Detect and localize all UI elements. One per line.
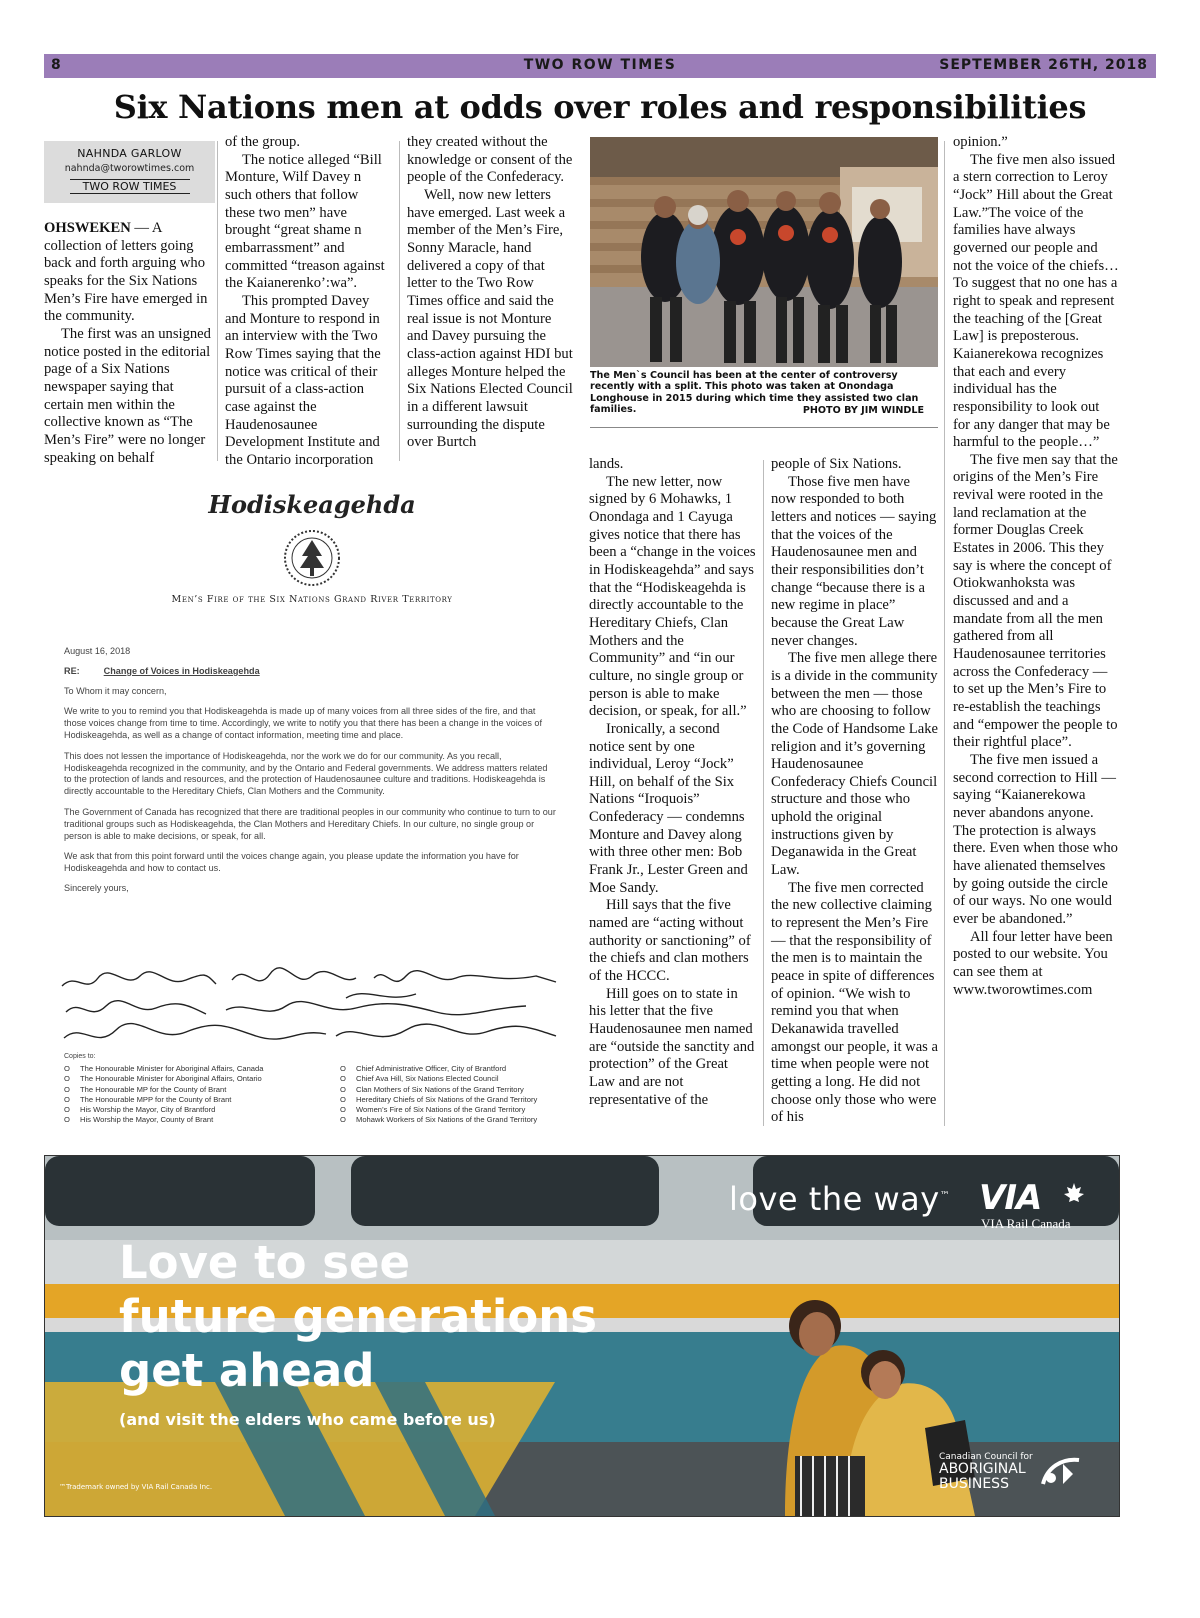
cc-recipient xyxy=(340,1115,570,1125)
cc-recipient-text: The Honourable Minister for Aboriginal Affairs, Canada xyxy=(80,1064,264,1073)
paragraph-text: The first was an unsigned notice posted in the editorial page of a Six Nations newspaper saying that certain men within the collective known as “The Men’s Fire” were no longer speaking on behalf xyxy=(44,325,211,466)
article-paragraph xyxy=(44,220,211,326)
caption-rule xyxy=(590,427,938,428)
column-rule xyxy=(217,141,218,461)
paragraph-text: Ironically, a second notice sent by one individual, Leroy “Jock” Hill, on behalf of the Six Nations “Iroquois” Confederacy — condemns Monture and Davey along with three other men: Bob Frank Jr., Lester Green and Moe Sandy. xyxy=(589,720,748,896)
article-paragraph xyxy=(771,456,938,474)
article-column-5 xyxy=(771,456,938,1127)
letter-salutation: To Whom it may concern, xyxy=(64,685,167,696)
ad-headline xyxy=(119,1236,597,1398)
letter-paragraph: This does not lessen the importance of Hodiskeagehda, nor the work we do for our community. As you recall, Hodiskeagehda recognized in the community, and by the Ontario and Federal governments. We address matters related to the protection of lands and resources, and the protection of Haudenosaunee culture and traditions. Hodiskeagehda is directly accountable to the Hereditary Chiefs, Clan Mothers and the Community. xyxy=(64,750,548,797)
article-paragraph xyxy=(953,752,1119,929)
cc-recipient-text: Clan Mothers of Six Nations of the Grand Territory xyxy=(356,1084,524,1094)
cc-recipient xyxy=(340,1064,570,1074)
ccab-logo xyxy=(939,1452,1033,1492)
letter-paragraph: We write to you to remind you that Hodiskeagehda is made up of many voices from all three sides of the fire, and that those voices change from time to time. Accordingly, we write to notify you that there has been a change in the voices of Hodiskeagehda, as well as a change of contact information, meeting time and place. xyxy=(64,706,543,740)
page-number: 8 xyxy=(51,57,62,73)
letter-title: Hodiskeagehda xyxy=(208,490,416,519)
paragraph-text: The five men corrected the new collective claiming to represent the Men’s Fire — that the responsibility of the men is to maintain the peace in spite of differences of opinion. “We wish to remind you that when Dekanawida travelled amongst our people, it was a time when people were not getting a long. He did not choose only those who were of his xyxy=(771,879,938,1126)
article-column-3 xyxy=(407,134,573,452)
article-paragraph xyxy=(407,187,573,452)
article-paragraph xyxy=(407,134,573,187)
cc-recipient-text: Women’s Fire of Six Nations of the Grand Territory xyxy=(356,1105,526,1115)
letter-paragraph: We ask that from this point forward until the voices change again, you please update the information you have for Hodiskeagehda and how to contact us. xyxy=(64,851,519,874)
article-paragraph xyxy=(44,326,211,467)
bullet-circle-icon: O xyxy=(340,1064,346,1073)
cc-recipient xyxy=(340,1085,570,1095)
ad-line-1: Love to see xyxy=(119,1236,411,1289)
cc-recipient xyxy=(340,1105,570,1115)
photo-caption xyxy=(590,370,938,416)
ad-trademark: ™Trademark owned by VIA Rail Canada Inc. xyxy=(59,1483,213,1491)
via-rail-ad xyxy=(44,1155,1120,1517)
paragraph-text: The five men issued a second correction to Hill — saying “Kaianerekowa never abandons anyone. The protection is always there. Even when those who have alienated themselves by going outside the circle of our ways. No one would ever be abandoned.” xyxy=(953,751,1118,927)
paragraph-text: The five men say that the origins of the Men’s Fire revival were rooted in the land reclamation at the former Douglas Creek Estates in 2006. This they say is where the concept of Otiokwanhoksta was discussed and and a mandate from all the men gathered from all Haudenosaunee territories across the Confederacy — to set up the Men’s Fire to re-establish the teachings and “empower the people to their rightful place”. xyxy=(953,451,1118,751)
article-column-1 xyxy=(44,220,211,467)
letter-closing: Sincerely yours, xyxy=(64,882,129,893)
letter-paragraphs xyxy=(64,706,556,875)
ad-line-2: future generations xyxy=(119,1290,598,1343)
via-logo: VIA xyxy=(979,1178,1042,1218)
cc-recipient xyxy=(340,1095,570,1105)
bullet-circle-icon: O xyxy=(64,1094,70,1104)
cc-recipient xyxy=(64,1105,324,1115)
paragraph-text: Well, now new letters have emerged. Last week a member of the Men’s Fire, Sonny Maracle, hand delivered a copy of that letter to the Two Row Times office and said the real issue is not Monture and Davey pursuing the class-action against HDI but alleges Monture helped the Six Nations Elected Council in a different lawsuit surrounding the dispute over Burtch xyxy=(407,186,573,451)
dateline: OHSWEKEN xyxy=(44,220,131,236)
cc-recipient-text: The Honourable MP for the County of Brant xyxy=(80,1084,227,1094)
paragraph-text: The notice alleged “Bill Monture, Wilf Davey n such others that follow these two men” have brought “great shame n embarrassment” and committed “treason against the Kaianerenko’:wa”. xyxy=(225,151,385,292)
tm-mark: ™ xyxy=(939,1190,951,1202)
paragraph-text: Those five men have now responded to both letters and notices — saying that the voices of the Haudenosaunee men and their responsibilities don’t change “because there is a new regime in place” because the Great Law never changes. xyxy=(771,473,937,649)
paragraph-text: All four letter have been posted to our website. You can see them at www.tworowtimes.com xyxy=(953,928,1113,998)
headline: Six Nations men at odds over roles and responsibilities xyxy=(113,88,1087,126)
mens-council-photo xyxy=(590,137,938,367)
article-paragraph xyxy=(953,134,1119,152)
cc-recipient xyxy=(64,1074,324,1084)
letter-body xyxy=(64,646,556,895)
letter-scan xyxy=(44,470,580,1126)
cc-recipient-text: His Worship the Mayor, City of Brantford xyxy=(80,1105,216,1115)
bullet-circle-icon: O xyxy=(340,1115,346,1125)
cc-list-right xyxy=(340,1064,570,1126)
ad-subline: (and visit the elders who came before us) xyxy=(119,1410,496,1429)
article-paragraph xyxy=(589,986,756,1110)
article-column-2 xyxy=(225,134,391,469)
article-paragraph xyxy=(225,293,391,470)
article-column-6 xyxy=(953,134,1119,999)
bullet-circle-icon: O xyxy=(64,1115,70,1125)
paragraph-text: opinion.” xyxy=(953,134,1008,150)
article-paragraph xyxy=(771,650,938,880)
paragraph-text: The new letter, now signed by 6 Mohawks, 1 Onondaga and 1 Cayuga gives notice that there has been a “change in the voices in Hodiskeagehda” and says that the “Hodiskeagehda is directly accountable to the Hereditary Chiefs, Clan Mothers and the Community” and “in our culture, no single group or person is able to make decision, or speak, for all.” xyxy=(589,473,756,720)
ad-line-3: get ahead xyxy=(119,1344,375,1397)
via-rail-canada-text: VIA Rail Canada xyxy=(981,1216,1071,1231)
paragraph-text: Hill goes on to state in his letter that the five Haudenosaunee men named are “outside the sanctity and protection” of the Great Law and are not representative of the xyxy=(589,985,755,1108)
bullet-circle-icon: O xyxy=(340,1094,346,1104)
ccab-emblem-icon xyxy=(1039,1454,1085,1490)
tagline-text: love the way xyxy=(729,1180,940,1218)
author-email: nahnda@tworowtimes.com xyxy=(64,163,195,174)
re-label: RE: xyxy=(64,665,80,676)
letter-re xyxy=(64,666,556,678)
paper-name: TWO ROW TIMES xyxy=(523,57,677,73)
cc-recipient-text: Chief Administrative Officer, City of Brantford xyxy=(356,1064,507,1073)
ad-tagline xyxy=(729,1180,950,1218)
paragraph-text: people of Six Nations. xyxy=(771,456,902,472)
issue-date: SEPTEMBER 26TH, 2018 xyxy=(939,57,1148,73)
photo-credit: PHOTO BY JIM WINDLE xyxy=(802,404,924,416)
article-paragraph xyxy=(589,474,756,721)
article-paragraph xyxy=(225,152,391,293)
column-rule xyxy=(399,141,400,461)
bullet-circle-icon: O xyxy=(340,1084,346,1094)
paragraph-text: they created without the knowledge or consent of the people of the Confederacy. xyxy=(407,134,573,186)
bullet-circle-icon: O xyxy=(340,1074,346,1084)
cc-recipient xyxy=(64,1085,324,1095)
cc-recipient-text: His Worship the Mayor, County of Brant xyxy=(80,1115,214,1125)
maple-leaf-icon xyxy=(1063,1182,1085,1204)
cc-recipient xyxy=(64,1064,324,1074)
cc-recipient-text: Chief Ava Hill, Six Nations Elected Council xyxy=(356,1074,499,1084)
cc-list-left xyxy=(64,1064,324,1126)
photo-illustration xyxy=(590,137,938,367)
cc-recipient-text: The Honourable MPP for the County of Brant xyxy=(80,1094,232,1104)
bullet-circle-icon: O xyxy=(64,1105,70,1115)
header-bar xyxy=(44,54,1156,78)
re-subject: Change of Voices in Hodiskeagehda xyxy=(103,665,260,676)
letter-subtitle: Men’s Fire of the Six Nations Grand River Territory xyxy=(171,594,453,605)
bullet-circle-icon: O xyxy=(340,1105,346,1115)
ccab-line-2: ABORIGINAL xyxy=(939,1461,1026,1477)
paragraph-text: Hill says that the five named are “acting without authority or sanctioning” of the chiefs and clan mothers of the HCCC. xyxy=(589,897,751,985)
bullet-circle-icon: O xyxy=(64,1074,70,1084)
paragraph-text: The five men also issued a stern correction to Leroy “Jock” Hill about the Great Law.”The voice of the families have always governed our people and not the voice of the chiefs…To suggest that no one has a right to speak and represent the teaching of the [Great Law] is preposterous. Kaianerekowa recognizes that each and every individual has the responsibility to look out for any danger that may be harmful to the people…” xyxy=(953,151,1119,451)
letter-paragraph: The Government of Canada has recognized that there are traditional peoples in our community who continue to turn to our traditional groups such as Hodiskeagehda, the Clan Mothers and Hereditary Chiefs. In our culture, no single group or person is able to make decisions, or speak, for all. xyxy=(64,806,556,841)
article-paragraph xyxy=(953,152,1119,452)
signatures xyxy=(56,964,576,1054)
seal-icon xyxy=(282,528,342,588)
byline-brand: TWO ROW TIMES xyxy=(70,179,190,194)
cc-recipient-text: Mohawk Workers of Six Nations of the Grand Territory xyxy=(356,1115,538,1125)
letter-date: August 16, 2018 xyxy=(64,646,131,656)
paragraph-text: This prompted Davey and Monture to respond in an interview with the Two Row Times saying that the notice was critical of their pursuit of a class-action case against the Haudenosaunee Development Institute and the Ontario incorporation xyxy=(225,292,381,468)
cc-recipient xyxy=(340,1074,570,1084)
article-paragraph xyxy=(589,456,756,474)
byline xyxy=(44,141,215,203)
column-rule xyxy=(763,460,764,1126)
article-paragraph xyxy=(771,474,938,651)
article-column-4 xyxy=(589,456,756,1109)
cc-recipient xyxy=(64,1115,324,1125)
article-paragraph xyxy=(953,929,1119,1000)
bullet-circle-icon: O xyxy=(64,1064,70,1073)
cc-recipient xyxy=(64,1095,324,1105)
ccab-line-3: BUSINESS xyxy=(939,1476,1009,1492)
column-rule xyxy=(944,141,945,1126)
article-paragraph xyxy=(953,452,1119,752)
paragraph-text: — A collection of letters going back and forth arguing who speaks for the Six Nations Men’s Fire have emerged in the community. xyxy=(44,220,208,325)
article-paragraph xyxy=(771,880,938,1127)
cc-recipient-text: The Honourable Minister for Aboriginal Affairs, Ontario xyxy=(80,1074,262,1084)
paragraph-text: The five men allege there is a divide in the community between the men — those who are choosing to follow the Code of Handsome Lake religion and it’s governing Haudenosaunee Confederacy Chiefs Council structure and those who uphold the original instructions given by Deganawida in the Great Law. xyxy=(771,650,938,879)
caption-text: The Men`s Council has been at the center of controversy recently with a split. This photo was taken at Onondaga Longhouse in 2015 during which time they assisted two clan families. xyxy=(590,370,919,416)
bullet-circle-icon: O xyxy=(64,1084,70,1094)
author-name: NAHNDA GARLOW xyxy=(77,147,182,160)
article-paragraph xyxy=(589,897,756,985)
article-paragraph xyxy=(589,721,756,898)
ccab-line-1: Canadian Council for xyxy=(939,1452,1033,1462)
paragraph-text: of the group. xyxy=(225,134,300,150)
copies-label: Copies to: xyxy=(64,1053,96,1060)
article-paragraph xyxy=(225,134,391,152)
paragraph-text: lands. xyxy=(589,456,624,472)
cc-recipient-text: Hereditary Chiefs of Six Nations of the Grand Territory xyxy=(356,1094,538,1104)
